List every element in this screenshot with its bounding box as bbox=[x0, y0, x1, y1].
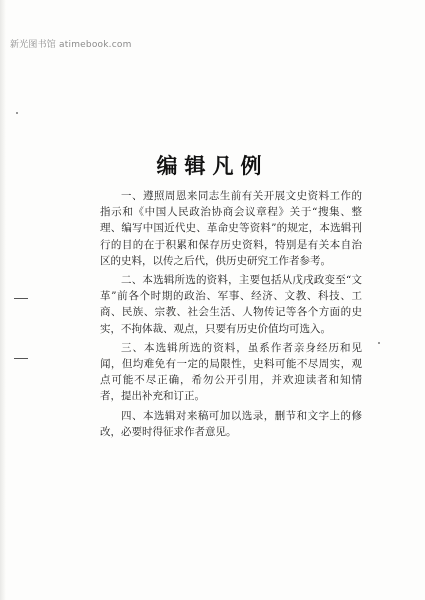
page-edge-shadow bbox=[0, 0, 6, 600]
scan-speck bbox=[16, 112, 18, 114]
margin-mark bbox=[14, 358, 28, 359]
paragraph-4: 四、本选辑对来稿可加以选录，删节和文字上的修改，必要时得征求作者意见。 bbox=[100, 409, 362, 438]
paragraph-2: 二、本选辑所选的资料，主要包括从戊戌政变至“文革”前各个时期的政治、军事、经济、文教、科技、工商、民族、宗教、社会生活、人物传记等各个方面的史实，不拘体裁、观点，只要有历史价值均可选入。 bbox=[100, 274, 362, 335]
scan-speck bbox=[378, 342, 380, 344]
body-text bbox=[100, 188, 362, 443]
paragraph-3: 三、本选辑所选的资料，虽系作者亲身经历和见闻，但均难免有一定的局限性，史料可能不尽周实，观点可能不尽正确，希勿公开引用，并欢迎读者和知情者，提出补充和订正。 bbox=[100, 341, 362, 403]
page-title: 编辑凡例 bbox=[156, 153, 269, 178]
margin-mark bbox=[14, 298, 28, 299]
watermark-text: 新光图书馆 atimebook.com bbox=[10, 40, 132, 50]
paragraph-1: 一、遵照周恩来同志生前有关开展文史资料工作的指示和《中国人民政治协商会议章程》关于“搜集、整理、编写中国近代史、革命史等资料”的规定，本选辑刊行的目的在于积累和保存历史资料，特别是有关本自治区的史料，以传之后代，供历史研究工作者参考。 bbox=[100, 190, 362, 267]
